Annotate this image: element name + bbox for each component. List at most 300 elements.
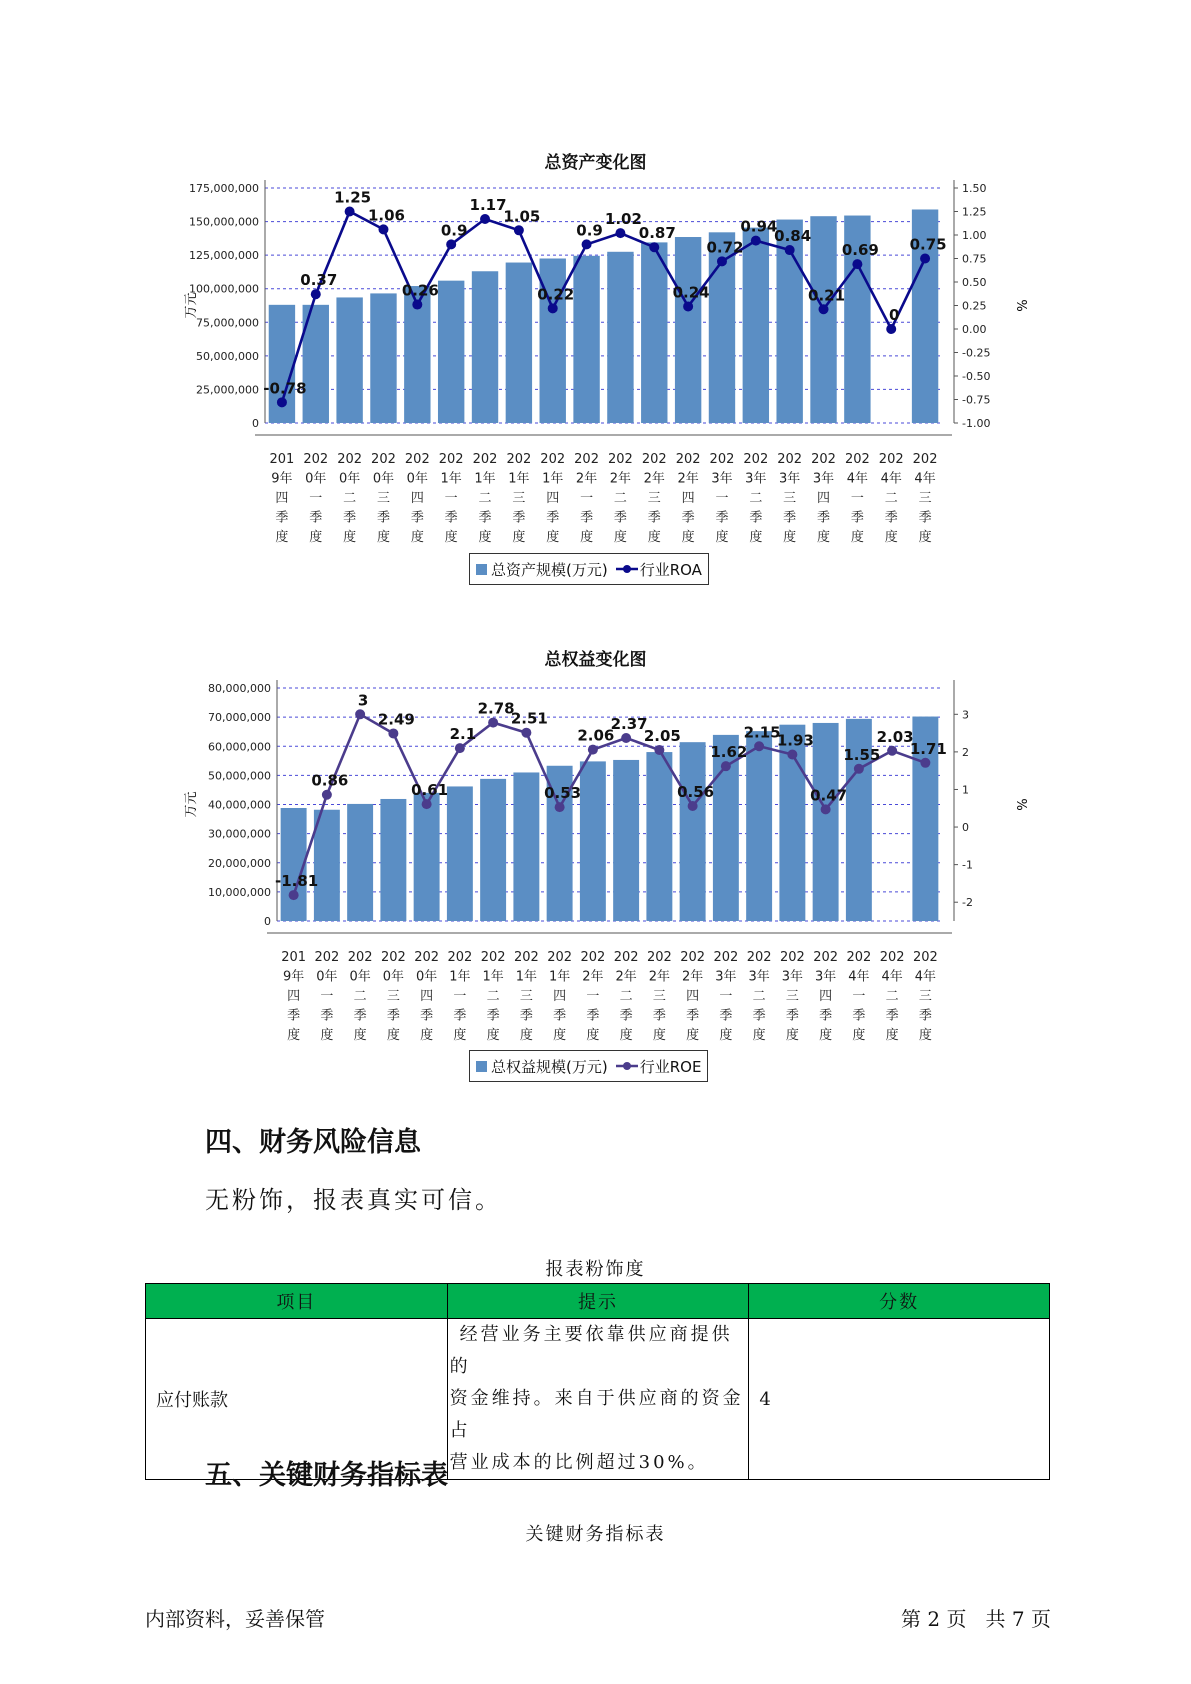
line-point xyxy=(412,300,422,310)
category-tick-label: 202 xyxy=(472,452,498,467)
chart1-legend xyxy=(469,553,709,585)
category-tick-label: 季 xyxy=(884,510,898,526)
bar xyxy=(414,793,440,921)
category-tick-label: 度 xyxy=(884,530,898,545)
category-tick-label: 202 xyxy=(779,950,805,965)
category-tick-label: 二 xyxy=(486,989,500,1004)
data-label: 0.75 xyxy=(909,235,947,254)
category-tick-label: 202 xyxy=(513,950,539,965)
right-tick-label: 3 xyxy=(962,708,969,722)
category-tick-label: 201 xyxy=(281,950,307,965)
category-tick-label: 三 xyxy=(652,989,666,1004)
risk-table-caption: 报表粉饰度 xyxy=(545,1259,646,1280)
left-axis-label: 万元 xyxy=(184,791,199,818)
line-point xyxy=(422,799,432,809)
line-point xyxy=(615,228,625,238)
category-tick-label: 度 xyxy=(749,530,763,545)
right-tick-label: -0.50 xyxy=(962,370,991,383)
right-axis-label: % xyxy=(1013,299,1028,312)
category-tick-label: 季 xyxy=(275,510,289,526)
right-tick-label: 0.00 xyxy=(962,323,987,336)
table-header-row xyxy=(146,1284,1050,1319)
header-item: 项目 xyxy=(146,1284,448,1319)
category-tick-label: 0年 xyxy=(349,969,371,985)
category-tick-label: 度 xyxy=(410,530,424,545)
category-tick-label: 2年 xyxy=(575,471,598,487)
category-tick-label: 季 xyxy=(852,1008,866,1024)
category-tick-label: 一 xyxy=(715,491,729,506)
category-tick-label: 季 xyxy=(647,510,661,526)
category-tick-label: 季 xyxy=(553,1008,567,1024)
chart2-title: 总权益变化图 xyxy=(544,650,647,670)
line-point xyxy=(289,890,299,900)
category-tick-label: 1年 xyxy=(449,969,471,985)
category-tick-label: 202 xyxy=(713,950,739,965)
category-tick-label: 度 xyxy=(453,1028,467,1043)
category-tick-label: 季 xyxy=(386,1008,400,1024)
header-tip: 提示 xyxy=(447,1284,749,1319)
bar xyxy=(480,779,506,921)
data-label: 0.61 xyxy=(411,781,449,800)
risk-summary: 无粉饰，报表真实可信。 xyxy=(205,1186,502,1214)
category-tick-label: 季 xyxy=(819,1008,833,1024)
line-point xyxy=(446,239,456,249)
bar xyxy=(347,804,373,921)
line-point xyxy=(514,225,524,235)
category-tick-label: 202 xyxy=(580,950,606,965)
category-tick-label: 201 xyxy=(269,452,295,467)
section4-heading: 四、财务风险信息 xyxy=(205,1127,421,1158)
data-label: 0.24 xyxy=(672,283,710,302)
category-tick-label: 季 xyxy=(918,510,932,526)
category-tick-label: 202 xyxy=(844,452,870,467)
bar xyxy=(580,761,606,921)
category-tick-label: 202 xyxy=(547,950,573,965)
data-label: 0.72 xyxy=(706,238,744,257)
category-tick-label: 季 xyxy=(586,1008,600,1024)
line-point xyxy=(480,214,490,224)
category-tick-label: 2年 xyxy=(681,969,704,985)
category-tick-label: 三 xyxy=(512,491,526,506)
chart1-legend-line: 行业ROA xyxy=(616,559,702,580)
data-label: 0.69 xyxy=(841,241,879,260)
left-tick-label: 125,000,000 xyxy=(189,249,259,263)
right-tick-label: -0.25 xyxy=(962,346,991,360)
line-point xyxy=(785,245,795,255)
bar xyxy=(607,252,633,423)
data-label: 1.06 xyxy=(367,206,405,225)
section5-heading: 五、关键财务指标表 xyxy=(205,1460,448,1491)
category-tick-label: 季 xyxy=(918,1008,932,1024)
category-tick-label: 季 xyxy=(353,1008,367,1024)
line-point xyxy=(654,745,664,755)
line-point xyxy=(787,750,797,760)
data-label: 0.56 xyxy=(677,783,715,802)
category-tick-label: 202 xyxy=(680,950,706,965)
category-tick-label: 度 xyxy=(580,530,594,545)
category-tick-label: 202 xyxy=(347,950,373,965)
category-tick-label: 202 xyxy=(743,452,769,467)
category-tick-label: 度 xyxy=(546,530,560,545)
category-tick-label: 202 xyxy=(438,452,464,467)
right-tick-label: 0.75 xyxy=(962,252,987,266)
left-axis-label: 万元 xyxy=(184,292,199,319)
line-point xyxy=(886,324,896,334)
category-tick-label: 一 xyxy=(852,989,866,1004)
category-tick-label: 3年 xyxy=(781,969,804,985)
cell-score: 4 xyxy=(749,1319,1050,1480)
data-label: 2.78 xyxy=(477,699,515,718)
category-tick-label: 季 xyxy=(715,510,729,526)
data-label: 1.25 xyxy=(334,188,372,207)
bar xyxy=(680,742,706,921)
category-tick-label: 度 xyxy=(681,530,695,545)
line-point xyxy=(455,743,465,753)
data-label: 0.84 xyxy=(774,227,812,246)
category-tick-label: 1年 xyxy=(474,471,496,487)
category-tick-label: 季 xyxy=(287,1008,301,1024)
bar xyxy=(506,263,532,423)
bar xyxy=(641,242,667,423)
category-tick-label: 季 xyxy=(850,510,864,526)
category-tick-label: 季 xyxy=(885,1008,899,1024)
category-tick-label: 0年 xyxy=(316,969,338,985)
right-tick-label: -0.75 xyxy=(962,393,991,407)
category-tick-label: 1年 xyxy=(508,471,530,487)
category-tick-label: 季 xyxy=(343,510,357,526)
left-tick-label: 10,000,000 xyxy=(208,885,271,899)
category-tick-label: 季 xyxy=(512,510,526,526)
category-tick-label: 四 xyxy=(686,989,700,1004)
category-tick-label: 季 xyxy=(817,510,831,526)
bar xyxy=(810,216,836,423)
chart2-legend xyxy=(469,1050,708,1082)
category-tick-label: 202 xyxy=(447,950,473,965)
data-label: 1.05 xyxy=(503,207,541,226)
category-tick-label: 二 xyxy=(613,491,627,506)
category-tick-label: 季 xyxy=(376,510,390,526)
data-label: 2.06 xyxy=(577,726,615,745)
category-tick-label: 度 xyxy=(783,530,797,545)
right-tick-label: 1.25 xyxy=(962,205,987,219)
line-point xyxy=(821,804,831,814)
bar xyxy=(746,731,772,921)
category-tick-label: 度 xyxy=(519,1028,533,1043)
data-label: 0.9 xyxy=(440,221,468,240)
line-point xyxy=(548,303,558,313)
data-label: 0.37 xyxy=(300,271,338,290)
total-assets-chart xyxy=(0,180,1191,550)
category-tick-label: 0年 xyxy=(338,471,361,487)
line-point xyxy=(311,289,321,299)
category-tick-label: 四 xyxy=(819,989,833,1004)
category-tick-label: 202 xyxy=(675,452,701,467)
data-label: -1.81 xyxy=(275,872,319,891)
category-tick-label: 202 xyxy=(811,452,836,467)
category-tick-label: 度 xyxy=(287,1028,301,1043)
category-tick-label: 一 xyxy=(309,491,323,506)
category-tick-label: 二 xyxy=(353,989,367,1004)
category-tick-label: 季 xyxy=(619,1008,633,1024)
bar xyxy=(813,723,839,921)
category-tick-label: 季 xyxy=(652,1008,666,1024)
line-point xyxy=(588,745,598,755)
bar xyxy=(438,281,464,423)
line-point xyxy=(754,741,764,751)
category-tick-label: 202 xyxy=(878,452,904,467)
category-tick-label: 二 xyxy=(749,491,763,506)
category-tick-label: 度 xyxy=(444,530,458,545)
category-tick-label: 202 xyxy=(912,950,938,965)
category-tick-label: 4年 xyxy=(914,969,937,985)
right-tick-label: 1.50 xyxy=(962,182,987,195)
total-equity-chart xyxy=(0,677,1191,1047)
category-tick-label: 度 xyxy=(850,530,864,545)
category-tick-label: 202 xyxy=(303,452,329,467)
data-label: 2.15 xyxy=(743,723,781,742)
category-tick-label: 3年 xyxy=(812,471,835,487)
chart2-legend-bar: 总权益规模(万元) xyxy=(476,1056,608,1077)
bar xyxy=(314,810,340,921)
category-tick-label: 二 xyxy=(619,989,633,1004)
line-point xyxy=(920,758,930,768)
category-tick-label: 度 xyxy=(752,1028,766,1043)
chart1-title: 总资产变化图 xyxy=(544,153,647,173)
line-point xyxy=(683,301,693,311)
category-tick-label: 202 xyxy=(613,950,639,965)
bar xyxy=(573,256,599,423)
category-tick-label: 202 xyxy=(912,452,938,467)
category-tick-label: 四 xyxy=(553,989,567,1004)
right-tick-label: 2 xyxy=(962,745,969,759)
category-tick-label: 二 xyxy=(478,491,492,506)
line-point xyxy=(355,709,365,719)
bar xyxy=(675,237,701,423)
category-tick-label: 4年 xyxy=(880,471,902,487)
category-tick-label: 9年 xyxy=(282,969,305,985)
line-point xyxy=(378,224,388,234)
data-label: 2.51 xyxy=(510,709,548,728)
category-tick-label: 0年 xyxy=(305,471,327,487)
category-tick-label: 四 xyxy=(287,989,301,1004)
category-tick-label: 一 xyxy=(444,491,458,506)
category-tick-label: 度 xyxy=(686,1028,700,1043)
cell-tip: 经营业务主要依靠供应商提供的 资金维持。来自于供应商的资金占 营业成本的比例超过30%。 xyxy=(447,1319,749,1480)
right-tick-label: -2 xyxy=(962,896,973,910)
category-tick-label: 度 xyxy=(353,1028,367,1043)
left-tick-label: 0 xyxy=(264,915,271,928)
category-tick-label: 4年 xyxy=(881,969,903,985)
category-tick-label: 3年 xyxy=(711,471,733,487)
category-tick-label: 四 xyxy=(275,491,289,506)
category-tick-label: 202 xyxy=(404,452,430,467)
category-tick-label: 度 xyxy=(785,1028,799,1043)
data-label: 0.26 xyxy=(401,281,439,300)
page-number: 第 2 页 共 7 页 xyxy=(901,1607,1051,1631)
left-tick-label: 150,000,000 xyxy=(189,215,259,229)
risk-table xyxy=(145,1283,1050,1480)
category-tick-label: 度 xyxy=(386,1028,400,1043)
right-tick-label: -1.00 xyxy=(962,417,991,430)
data-label: 0.21 xyxy=(808,286,846,305)
line-point xyxy=(521,728,531,738)
category-tick-label: 度 xyxy=(376,530,390,545)
category-tick-label: 季 xyxy=(580,510,594,526)
bar xyxy=(540,259,566,424)
category-tick-label: 202 xyxy=(506,452,532,467)
header-score: 分数 xyxy=(749,1284,1050,1319)
category-tick-label: 季 xyxy=(546,510,560,526)
left-tick-label: 0 xyxy=(252,417,259,430)
line-point xyxy=(751,236,761,246)
category-tick-label: 202 xyxy=(709,452,735,467)
category-tick-label: 2年 xyxy=(648,969,671,985)
category-tick-label: 度 xyxy=(320,1028,334,1043)
line-point xyxy=(345,207,355,217)
line-point xyxy=(717,256,727,266)
bar xyxy=(447,786,473,921)
category-tick-label: 季 xyxy=(309,510,323,526)
category-tick-label: 一 xyxy=(586,989,600,1004)
line-point xyxy=(488,718,498,728)
category-tick-label: 2年 xyxy=(615,969,637,985)
category-tick-label: 度 xyxy=(817,530,831,545)
category-tick-label: 度 xyxy=(553,1028,567,1043)
category-tick-label: 季 xyxy=(320,1008,334,1024)
line-point xyxy=(852,259,862,269)
category-tick-label: 3年 xyxy=(748,969,770,985)
data-label: 1.02 xyxy=(604,210,642,229)
line-point xyxy=(688,801,698,811)
right-tick-label: 1 xyxy=(962,783,969,797)
left-tick-label: 100,000,000 xyxy=(189,282,259,296)
line-point xyxy=(854,764,864,774)
line-point xyxy=(721,761,731,771)
category-tick-label: 度 xyxy=(512,530,526,545)
data-label: 0.94 xyxy=(740,217,778,236)
bar xyxy=(336,297,362,423)
category-tick-label: 0年 xyxy=(415,969,438,985)
category-tick-label: 四 xyxy=(410,491,424,506)
category-tick-label: 1年 xyxy=(548,969,571,985)
category-tick-label: 1年 xyxy=(515,969,538,985)
category-tick-label: 3年 xyxy=(779,471,801,487)
category-tick-label: 度 xyxy=(343,530,357,545)
category-tick-label: 度 xyxy=(586,1028,600,1043)
footer-confidential: 内部资料，妥善保管 xyxy=(145,1607,325,1631)
bar xyxy=(370,293,396,423)
right-tick-label: 0.50 xyxy=(962,276,987,289)
right-tick-label: 0 xyxy=(962,821,969,835)
category-tick-label: 202 xyxy=(879,950,905,965)
chart1-legend-bar: 总资产规模(万元) xyxy=(476,559,608,580)
bar xyxy=(613,760,639,921)
kpi-table-caption: 关键财务指标表 xyxy=(525,1524,666,1545)
line-point xyxy=(582,239,592,249)
category-tick-label: 度 xyxy=(619,1028,633,1043)
bar xyxy=(380,799,406,921)
category-tick-label: 一 xyxy=(850,491,864,506)
left-tick-label: 40,000,000 xyxy=(208,798,271,812)
category-tick-label: 一 xyxy=(580,491,594,506)
left-tick-label: 50,000,000 xyxy=(208,769,271,783)
category-tick-label: 2年 xyxy=(582,969,604,985)
data-label: 0.87 xyxy=(638,224,676,243)
category-tick-label: 季 xyxy=(686,1008,700,1024)
category-tick-label: 季 xyxy=(420,1008,434,1024)
line-point xyxy=(819,304,829,314)
left-tick-label: 75,000,000 xyxy=(196,316,259,330)
category-tick-label: 4年 xyxy=(846,471,869,487)
category-tick-label: 四 xyxy=(681,491,695,506)
category-tick-label: 季 xyxy=(613,510,627,526)
data-label: 2.05 xyxy=(643,727,681,746)
line-point xyxy=(621,733,631,743)
right-tick-label: 0.25 xyxy=(962,299,987,313)
data-label: 1.71 xyxy=(909,739,947,758)
category-tick-label: 季 xyxy=(681,510,695,526)
category-tick-label: 度 xyxy=(486,1028,500,1043)
category-tick-label: 202 xyxy=(846,950,872,965)
category-tick-label: 202 xyxy=(608,452,633,467)
category-tick-label: 度 xyxy=(918,1028,932,1043)
category-tick-label: 季 xyxy=(486,1008,500,1024)
category-tick-label: 202 xyxy=(380,950,406,965)
data-label: 2.37 xyxy=(610,714,648,733)
category-tick-label: 度 xyxy=(885,1028,899,1043)
cell-item: 应付账款 xyxy=(146,1319,448,1480)
category-tick-label: 202 xyxy=(337,452,363,467)
category-tick-label: 三 xyxy=(647,491,661,506)
category-tick-label: 度 xyxy=(918,530,932,545)
line-point xyxy=(887,746,897,756)
category-tick-label: 1年 xyxy=(542,471,564,487)
category-tick-label: 季 xyxy=(749,510,763,526)
data-label: 0.9 xyxy=(576,221,603,240)
right-tick-label: -1 xyxy=(962,858,973,872)
left-tick-label: 20,000,000 xyxy=(208,856,271,870)
category-tick-label: 3年 xyxy=(814,969,837,985)
category-tick-label: 季 xyxy=(478,510,492,526)
category-tick-label: 0年 xyxy=(406,471,428,487)
category-tick-label: 3年 xyxy=(715,969,737,985)
category-tick-label: 季 xyxy=(444,510,458,526)
category-tick-label: 三 xyxy=(918,491,932,506)
data-label: 2.49 xyxy=(377,710,415,729)
category-tick-label: 二 xyxy=(885,989,899,1004)
category-tick-label: 1年 xyxy=(482,969,504,985)
line-point xyxy=(649,242,659,252)
category-tick-label: 2年 xyxy=(643,471,665,487)
bar xyxy=(472,271,498,423)
category-tick-label: 一 xyxy=(719,989,733,1004)
category-tick-label: 202 xyxy=(646,950,672,965)
left-tick-label: 70,000,000 xyxy=(208,711,271,725)
category-tick-label: 三 xyxy=(918,989,932,1004)
category-tick-label: 202 xyxy=(314,950,340,965)
category-tick-label: 202 xyxy=(480,950,506,965)
category-tick-label: 202 xyxy=(574,452,599,467)
left-tick-label: 50,000,000 xyxy=(196,349,259,363)
category-tick-label: 9年 xyxy=(271,471,293,487)
data-label: 1.62 xyxy=(710,743,748,762)
category-tick-label: 三 xyxy=(785,989,799,1004)
category-tick-label: 3年 xyxy=(745,471,767,487)
line-point xyxy=(555,802,565,812)
category-tick-label: 一 xyxy=(320,989,334,1004)
category-tick-label: 0年 xyxy=(372,471,395,487)
category-tick-label: 季 xyxy=(453,1008,467,1024)
